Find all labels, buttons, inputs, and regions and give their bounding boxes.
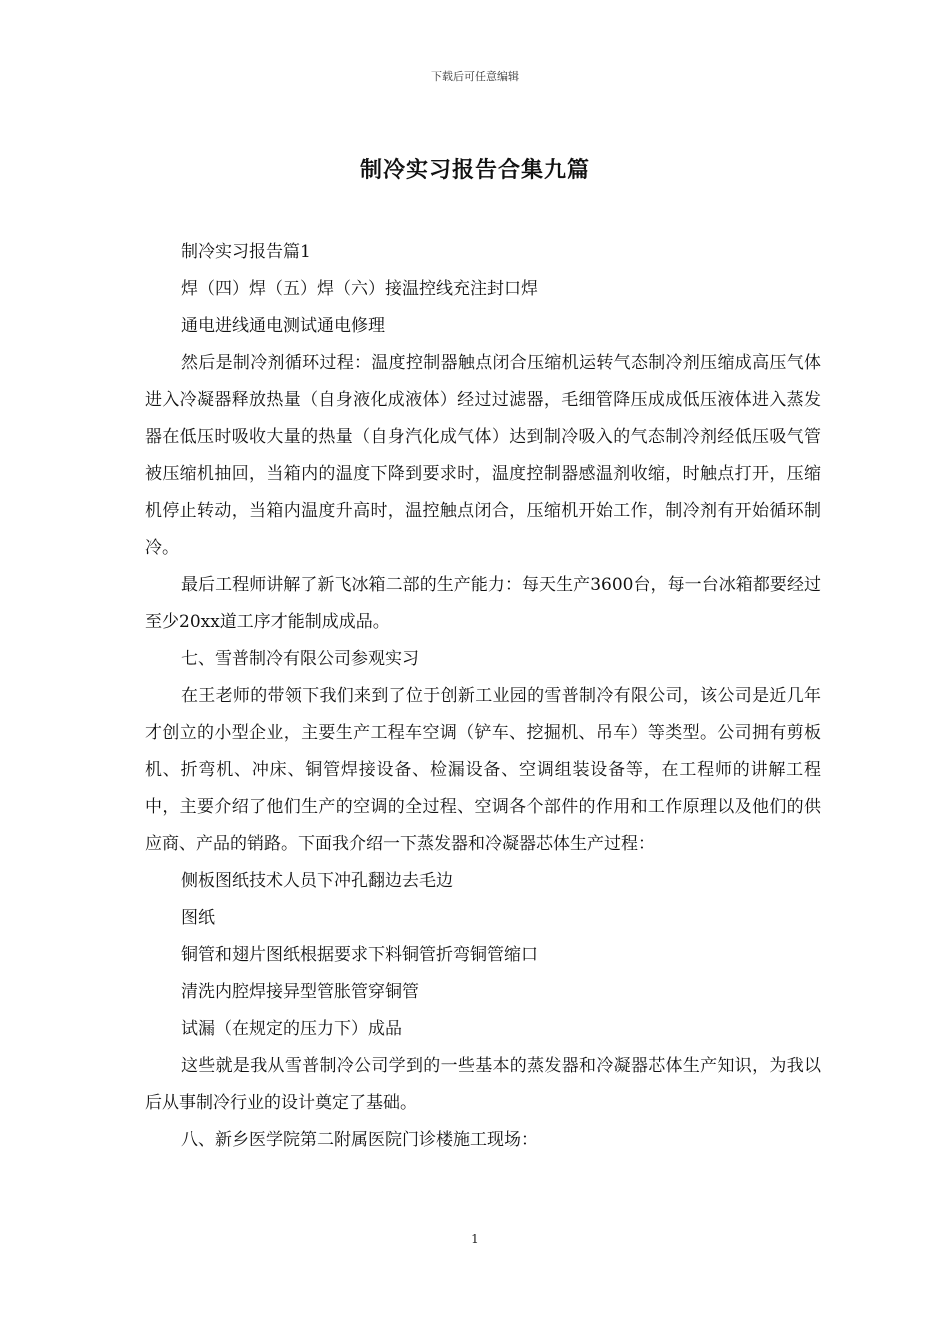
section-heading: 八、新乡医学院第二附属医院门诊楼施工现场：: [181, 1130, 538, 1150]
paragraph: 这些就是我从雪普制冷公司学到的一些基本的蒸发器和冷凝器芯体生产知识，为我以后从事制冷行业的设计奠定了基础。: [145, 1056, 821, 1113]
section-heading: 七、雪普制冷有限公司参观实习: [181, 649, 419, 669]
process-step: 铜管和翅片图纸根据要求下料铜管折弯铜管缩口: [181, 945, 538, 965]
process-step: 图纸: [181, 908, 215, 928]
paragraph: 制冷实习报告篇1: [181, 242, 311, 262]
page-number: 1: [471, 1232, 479, 1246]
document-body: [145, 234, 821, 1159]
header-note: 下载后可任意编辑: [431, 70, 519, 83]
paragraph: 通电进线通电测试通电修理: [181, 316, 385, 336]
process-step: 侧板图纸技术人员下冲孔翻边去毛边: [181, 871, 453, 891]
paragraph: 焊（四）焊（五）焊（六）接温控线充注封口焊: [181, 279, 538, 299]
paragraph: 然后是制冷剂循环过程：温度控制器触点闭合压缩机运转气态制冷剂压缩成高压气体进入冷凝器释放热量（自身液化成液体）经过过滤器，毛细管降压成成低压液体进入蒸发器在低压时吸收大量的热量（自身汽化成气体）达到制冷吸入的气态制冷剂经低压吸气管被压缩机抽回，当箱内的温度下降到要求时，温度控制器感温剂收缩，时触点打开，压缩机停止转动，当箱内温度升高时，温控触点闭合，压缩机开始工作，制冷剂有开始循环制冷。: [145, 353, 821, 558]
process-step: 试漏（在规定的压力下）成品: [181, 1019, 402, 1039]
paragraph: 最后工程师讲解了新飞冰箱二部的生产能力：每天生产3600台，每一台冰箱都要经过至少20xx道工序才能制成成品。: [145, 575, 821, 632]
paragraph: 在王老师的带领下我们来到了位于创新工业园的雪普制冷有限公司，该公司是近几年才创立的小型企业，主要生产工程车空调（铲车、挖掘机、吊车）等类型。公司拥有剪板机、折弯机、冲床、铜管焊接设备、检漏设备、空调组装设备等，在工程师的讲解工程中，主要介绍了他们生产的空调的全过程、空调各个部件的作用和工作原理以及他们的供应商、产品的销路。下面我介绍一下蒸发器和冷凝器芯体生产过程：: [145, 686, 821, 854]
document-title: 制冷实习报告合集九篇: [359, 157, 590, 183]
process-step: 清洗内腔焊接异型管胀管穿铜管: [181, 982, 419, 1002]
